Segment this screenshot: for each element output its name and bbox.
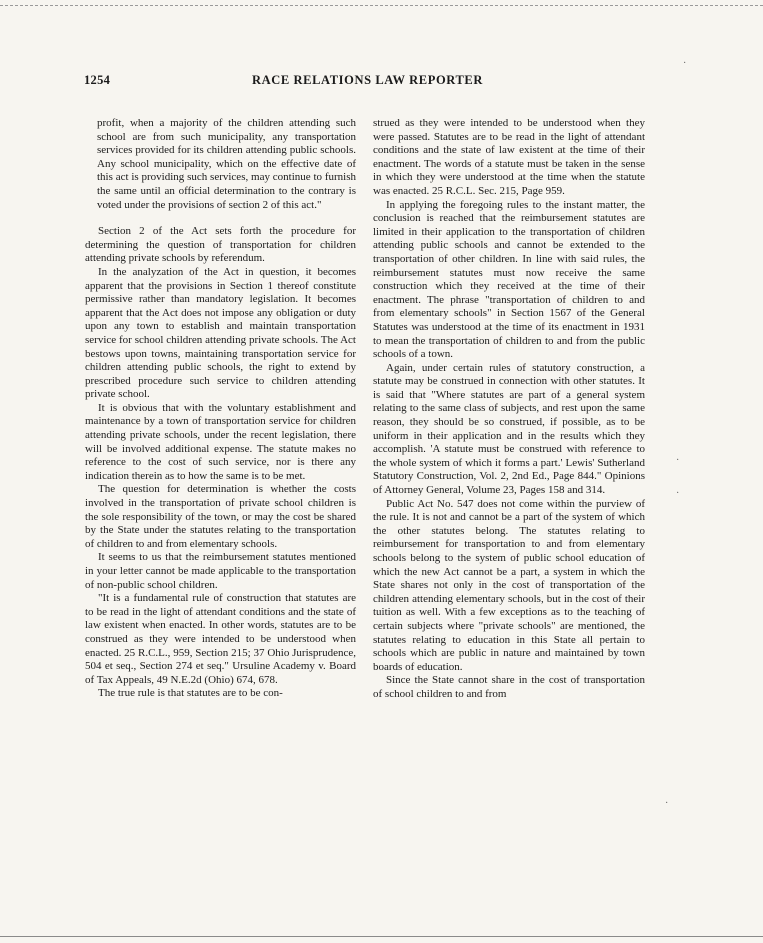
page-number: 1254 <box>84 73 111 87</box>
bottom-edge-rule <box>0 936 763 937</box>
paragraph: The question for determination is whether the costs involved in the transportation of private school children is the sole responsibility of the town, or may the cost be shared by the State under the statutes relating to the transportation of children to and from elementary schools. <box>85 483 356 550</box>
paragraph: It is obvious that with the voluntary establishment and maintenance by a town of transportation service for children attending private schools, under the recent legislation, there will be involved additional expense. The statute makes no reference to the cost of such service, nor is there any indication therein as to how the same is to be met. <box>85 401 356 482</box>
paragraph: Section 2 of the Act sets forth the procedure for determining the question of transportation for children attending private schools by referendum. <box>85 225 356 265</box>
scan-speck: · <box>676 455 680 466</box>
scan-speck: · <box>676 488 680 499</box>
paragraph: In the analyzation of the Act in question, it becomes apparent that the provisions in Section 1 thereof constitute permissive rather than mandatory legislation. It becomes apparent that the Act does not impose any obligation or duty upon any town to establish and maintain transportation service for school children attending private schools. The Act bestows upon towns, maintaining transportation service for children attending public schools, the right to extend by prescribed procedure such service to children attending private school. <box>85 265 356 401</box>
paragraph: profit, when a majority of the children attending such school are from such municipality, any transportation services provided for its children attending public schools. Any school municipality, which on the effective date of this act is providing such services, may continue to furnish the same until an official determination to the contrary is voted under the provisions of section 2 of this act." <box>97 117 356 211</box>
right-column <box>373 117 645 702</box>
paragraph: Again, under certain rules of statutory construction, a statute may be construed in connection with other statutes. It is said that "Where statutes are part of a general system relating to the same class of subjects, and rest upon the same reason, they should be so construed, if possible, as to be uniform in their application and in the results which they accomplish. 'A statute must be construed with reference to the whole system of which it forms a part.' Lewis' Sutherland Statutory Construction, Vol. 2, 2nd Ed., Page 844." Opinions of Attorney General, Volume 23, Pages 158 and 314. <box>373 361 645 497</box>
paragraph: It seems to us that the reimbursement statutes mentioned in your letter cannot be made applicable to the transportation of non-public school children. <box>85 551 356 591</box>
scan-speck: · <box>683 58 687 69</box>
paragraph: Since the State cannot share in the cost of transportation of school children to and from <box>373 674 645 700</box>
scan-speck: · <box>665 798 669 809</box>
paragraph: "It is a fundamental rule of construction that statutes are to be read in the light of attendant conditions and the state of law existent when enacted. In other words, statutes are to be construed as they were intended to be understood when enacted. 25 R.C.L., 959, Section 215; 37 Ohio Jurisprudence, 504 et seq., Section 274 et seq." Ursuline Academy v. Board of Tax Appeals, 49 N.E.2d (Ohio) 674, 678. <box>85 592 356 686</box>
paragraph: In applying the foregoing rules to the instant matter, the conclusion is reached that the reimbursement statutes are limited in their application to the transportation of children attending public schools and cannot be extended to the transportation of other children. In line with said rules, the reimbursement statutes must now receive the same construction which they received at the time of their enactment. The phrase "transportation of children to and from elementary schools" in Section 1567 of the General Statutes was understood at the time of its enactment in 1931 to mean the transportation of children to and from the public schools of a town. <box>373 198 645 361</box>
top-edge-rule <box>0 5 763 6</box>
paragraph: Public Act No. 547 does not come within the purview of the rule. It is not and cannot be a part of the system of which the other statutes belong. The statutes relating to reimbursement for transportation to and from elementary schools belong to the system of public school education of which the new Act cannot be a part, a system in which the State shares not only in the cost of transportation of the children attending elementary schools, but in the cost of their tuition as well. With a few exceptions as to the teaching of certain subjects where "private schools" are mentioned, the statutes relating to education in this State all pertain to schools which are public in nature and maintained by town boards of education. <box>373 497 645 673</box>
paragraph: strued as they were intended to be understood when they were passed. Statutes are to be read in the light of attendant conditions and the state of law existent at the time of their enactment. The words of a statute must be taken in the sense in which they were understood at the time when the statute was enacted. 25 R.C.L. Sec. 215, Page 959. <box>373 117 645 197</box>
page-header <box>84 73 650 91</box>
left-column <box>85 117 356 701</box>
paragraph: The true rule is that statutes are to be con- <box>98 687 283 700</box>
running-head: RACE RELATIONS LAW REPORTER <box>252 73 483 87</box>
